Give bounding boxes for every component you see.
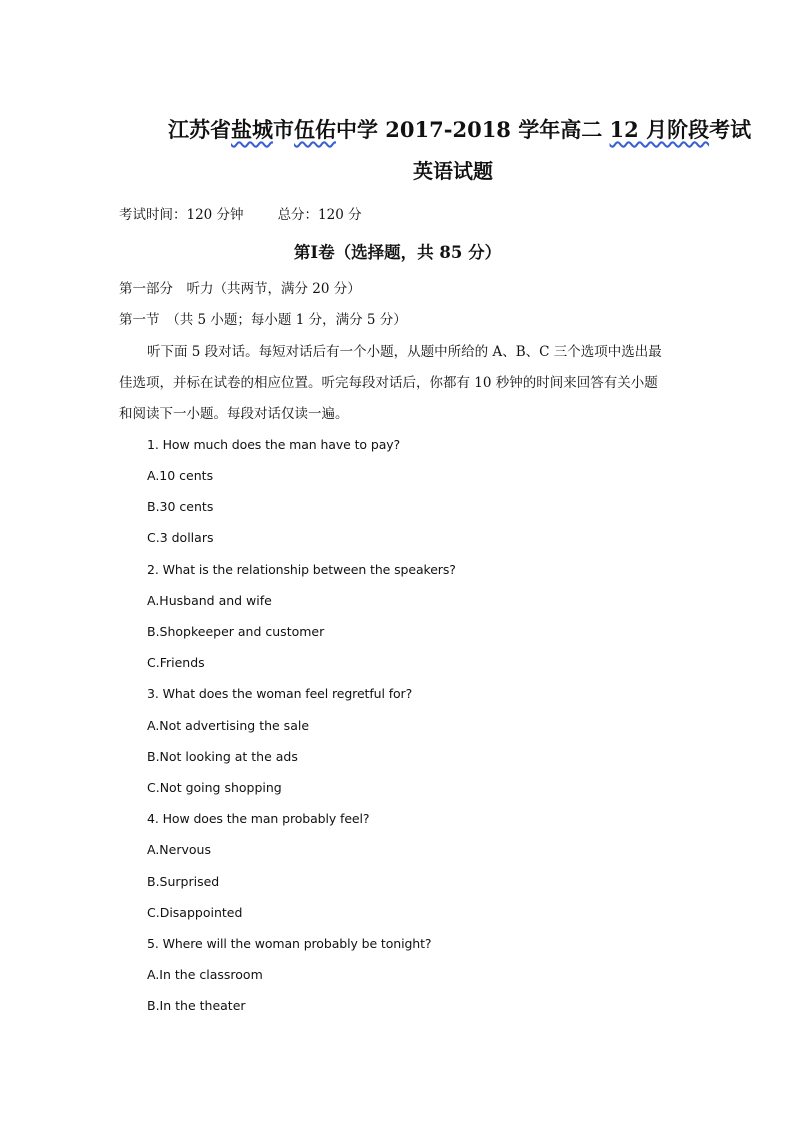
question-option: C.Friends	[147, 655, 205, 670]
question-option: B.30 cents	[147, 499, 214, 514]
title-text: 考试	[709, 117, 752, 142]
volume-title: 第Ⅰ卷（选择题，共 85 分）	[293, 243, 502, 262]
question-stem: 2. What is the relationship between the speakers?	[147, 562, 456, 577]
title-text: 江苏省	[168, 117, 231, 142]
title-text-underlined: 12 月阶段	[609, 117, 710, 142]
question-stem: 1. How much does the man have to pay?	[147, 437, 401, 452]
question-option: B.Surprised	[147, 874, 220, 889]
question-stem: 5. Where will the woman probably be tonight?	[147, 936, 432, 951]
instruction-line: 佳选项，并标在试卷的相应位置。听完每段对话后，你都有 10 秒钟的时间来回答有关小题	[119, 375, 658, 391]
title-text-underlined: 盐城	[231, 117, 273, 142]
question-option: C.3 dollars	[147, 530, 214, 545]
section-heading: 第一节 （共 5 小题；每小题 1 分，满分 5 分）	[119, 312, 407, 328]
exam-title	[168, 116, 752, 144]
question-stem: 3. What does the woman feel regretful for?	[147, 686, 413, 701]
question-option: A.In the classroom	[147, 967, 263, 982]
exam-meta	[119, 204, 362, 226]
question-option: A.10 cents	[147, 468, 214, 483]
question-option: C.Disappointed	[147, 905, 243, 920]
question-option: B.In the theater	[147, 998, 246, 1013]
question-option: C.Not going shopping	[147, 780, 282, 795]
exam-time: 考试时间：120 分钟	[119, 207, 244, 223]
question-stem: 4. How does the man probably feel?	[147, 811, 370, 826]
question-option: B.Shopkeeper and customer	[147, 624, 325, 639]
total-score: 总分：120 分	[277, 207, 362, 223]
title-text: 中学 2017-2018 学年高二	[336, 117, 610, 142]
title-text: 市	[273, 117, 294, 142]
instruction-line: 和阅读下一小题。每段对话仅读一遍。	[119, 406, 349, 422]
part-heading: 第一部分 听力（共两节，满分 20 分）	[119, 281, 361, 297]
question-option: A.Nervous	[147, 842, 211, 857]
instruction-line: 听下面 5 段对话。每短对话后有一个小题，从题中所给的 A、B、C 三个选项中选出最	[147, 344, 662, 360]
question-option: B.Not looking at the ads	[147, 749, 298, 764]
title-text-underlined: 伍佑	[294, 117, 336, 142]
question-option: A.Husband and wife	[147, 593, 272, 608]
exam-subtitle: 英语试题	[413, 159, 493, 183]
question-option: A.Not advertising the sale	[147, 718, 310, 733]
